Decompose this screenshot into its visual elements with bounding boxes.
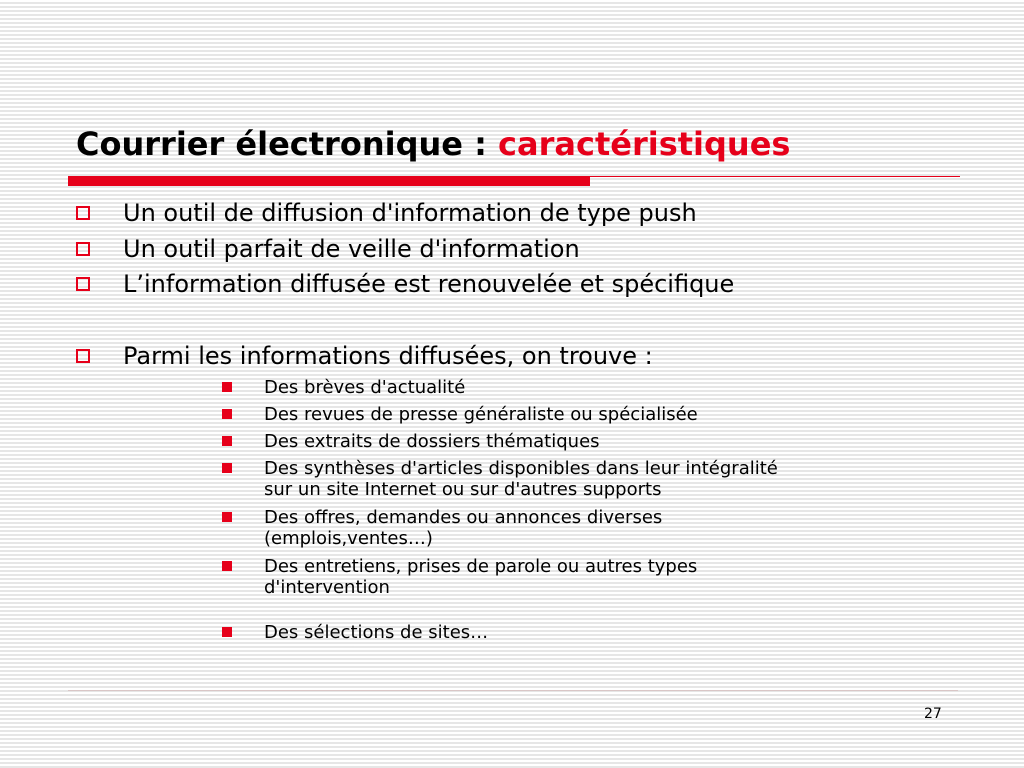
title-accent: caractéristiques [498,125,791,163]
filled-square-bullet-icon [222,436,232,446]
slide-title [76,122,790,166]
sub-bullet-text: Des entretiens, prises de parole ou autres types [264,556,698,577]
sub-bullet-text: Des sélections de sites… [264,622,489,643]
bullet-item [76,340,653,372]
bullet-text: L’information diffusée est renouvelée et spécifique [123,270,735,298]
sub-bullet-item [222,377,465,398]
filled-square-bullet-icon [222,463,232,473]
sub-bullet-text: Des synthèses d'articles disponibles dans leur intégralité [264,458,778,479]
bullet-text: Un outil parfait de veille d'information [123,235,580,263]
sub-bullet-item [222,404,698,425]
sub-bullet-text: Des offres, demandes ou annonces diverses [264,507,663,528]
bullet-text: Parmi les informations diffusées, on trouve : [123,342,653,370]
hollow-square-bullet-icon [76,277,90,291]
sub-bullet-item [222,622,488,643]
title-main: Courrier électronique : [76,125,499,163]
bullet-item [76,268,734,300]
sub-bullet-item [222,458,778,500]
sub-bullet-text: sur un site Internet ou sur d'autres supports [264,479,662,500]
title-underline-thin [590,176,960,177]
sub-bullet-text: Des extraits de dossiers thématiques [264,431,600,452]
page-number: 27 [924,706,942,722]
hollow-square-bullet-icon [76,242,90,256]
hollow-square-bullet-icon [76,349,90,363]
filled-square-bullet-icon [222,409,232,419]
sub-bullet-item [222,507,662,549]
sub-bullet-text: Des revues de presse généraliste ou spécialisée [264,404,698,425]
filled-square-bullet-icon [222,627,232,637]
sub-bullet-text: d'intervention [264,577,390,598]
title-underline-thick [68,176,590,186]
sub-bullet-text: Des brèves d'actualité [264,377,466,398]
footer-divider [68,690,958,691]
filled-square-bullet-icon [222,512,232,522]
bullet-item [76,233,580,265]
sub-bullet-item [222,556,697,598]
bullet-item [76,197,697,229]
hollow-square-bullet-icon [76,206,90,220]
sub-bullet-text: (emplois,ventes…) [264,528,433,549]
filled-square-bullet-icon [222,561,232,571]
filled-square-bullet-icon [222,382,232,392]
bullet-text: Un outil de diffusion d'information de type push [123,199,697,227]
sub-bullet-item [222,431,600,452]
